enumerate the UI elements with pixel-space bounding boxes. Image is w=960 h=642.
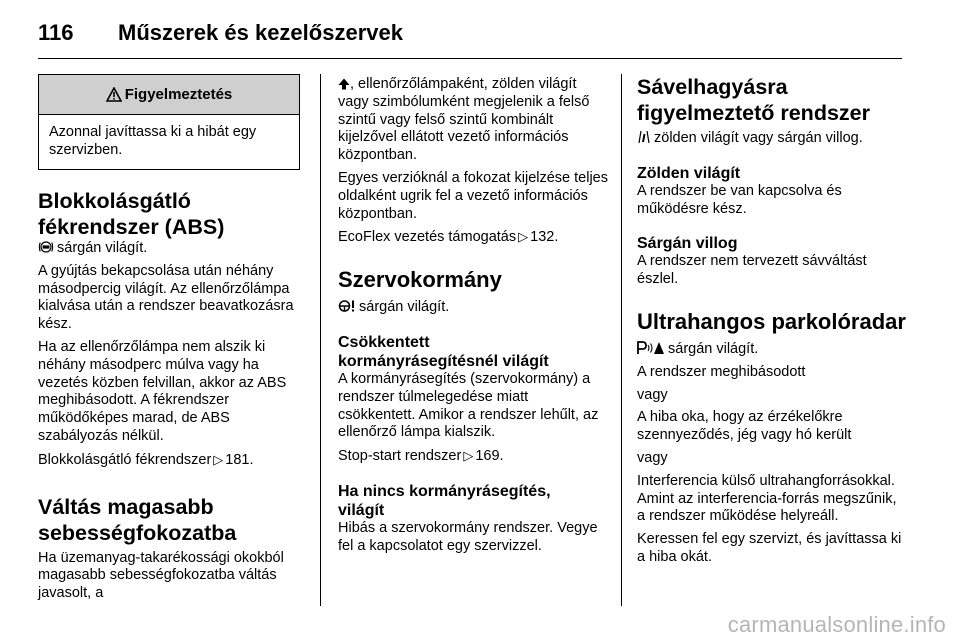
stop-start-reference: Stop-start rendszer ▷ 169. — [338, 448, 504, 465]
green-text: A rendszer be van kapcsolva és működésre kész. — [637, 182, 842, 217]
watermark: carmanualsonline.info — [727, 612, 946, 637]
lane-heading: Sávelhagyásra figyelmeztető rendszer — [637, 75, 870, 125]
column-2 — [338, 76, 608, 561]
parking-sensor-icon — [637, 341, 665, 355]
column-divider-2 — [621, 74, 622, 606]
column-1 — [38, 74, 304, 608]
page-header — [38, 20, 403, 50]
parking-text-3: Interferencia külső ultrahangforrásokkal. Amint az interferencia-forrás megszűnik, a rendszer működése helyreáll. — [637, 472, 897, 525]
steering-lamp-line: sárgán világít. — [338, 299, 608, 317]
abs-paragraph-1: A gyújtás bekapcsolása után néhány másodpercig világít. Az ellenőrzőlámpa kialvása után a rendszer beavatkozásra kész. — [38, 262, 294, 333]
steering-heading: Szervokormány — [338, 267, 502, 293]
upshift-paragraph-3: Egyes verzióknál a fokozat kijelzése teljes oldalként ugrik fel a vezető információs központban. — [338, 169, 608, 222]
abs-paragraph-2: Ha az ellenőrzőlámpa nem alszik ki néhány másodperc múlva vagy ha vezetés közben felvillan, akkor az ABS meghibásodott. A fékrendszer működőképes marad, de ABS szabályozás nélkül. — [38, 338, 287, 444]
parking-text-2: A hiba oka, hogy az érzékelőkre szennyeződés, jég vagy hó került — [637, 409, 852, 444]
upshift-paragraph-2: , ellenőrzőlámpaként, zölden világít vagy szimbólumként megjelenik a felső szintű vagy felső szintű kombinált kijelzővel ellátott vezető információs központban. — [338, 76, 590, 164]
page-number: 116 — [38, 20, 74, 45]
abs-reference: Blokkolásgátló fékrendszer ▷ 181. — [38, 451, 254, 468]
abs-lamp-icon — [38, 240, 54, 254]
warning-text: Azonnal javíttassa ki a hibát egy szervizben. — [49, 124, 257, 158]
no-assist-heading: Ha nincs kormányrásegítés, világít — [338, 482, 551, 519]
abs-heading: Blokkolásgátló fékrendszer (ABS) — [38, 189, 225, 239]
parking-heading: Ultrahangos parkolóradar — [637, 308, 906, 334]
page-ref-icon: ▷ — [213, 451, 224, 467]
lane-departure-icon — [637, 130, 651, 144]
column-3 — [637, 74, 905, 572]
upshift-arrow-icon — [338, 78, 350, 90]
column-divider-1 — [320, 74, 321, 606]
no-assist-text: Hibás a szervokormány rendszer. Vegye fel a kapcsolatot egy szervizzel. — [338, 519, 598, 554]
yellow-text: A rendszer nem tervezett sávváltást észlel. — [637, 253, 867, 288]
page-ref-icon: ▷ — [518, 229, 529, 245]
chapter-title: Műszerek és kezelőszervek — [118, 20, 403, 45]
parking-text-1: A rendszer meghibásodott — [637, 363, 806, 380]
upshift-reference: EcoFlex vezetés támogatás ▷ 132. — [338, 229, 559, 246]
header-rule — [38, 58, 902, 59]
upshift-heading: Váltás magasabb sebességfokozatba — [38, 494, 237, 545]
reduced-assist-heading: Csökkentett kormányrásegítésnél világít — [338, 333, 549, 370]
page-ref-icon: ▷ — [463, 448, 474, 464]
parking-text-4: Keressen fel egy szervizt, és javíttassa ki a hiba okát. — [637, 531, 902, 565]
yellow-heading: Sárgán villog — [637, 235, 738, 253]
warning-header — [39, 75, 299, 115]
parking-lamp-line: sárgán világít. — [637, 341, 905, 359]
warning-triangle-icon — [106, 87, 122, 102]
parking-or-2: vagy — [637, 449, 668, 466]
abs-lamp-line: sárgán világít. — [38, 240, 304, 258]
upshift-paragraph-1: Ha üzemanyag-takarékossági okokból magasabb sebességfokozatba váltás javasolt, a — [38, 549, 284, 602]
reduced-assist-text: A kormányrásegítés (szervokormány) a rendszer túlmelegedése miatt csökkentett. Amikor a rendszer lehűlt, az ellenőrző lámpa kialszik. — [338, 370, 599, 441]
warning-title: Figyelmeztetés — [124, 86, 233, 103]
warning-box — [38, 74, 300, 170]
parking-or-1: vagy — [637, 386, 668, 403]
steering-wheel-warning-icon — [338, 299, 356, 313]
green-heading: Zölden világít — [637, 164, 741, 182]
lane-lamp-line: zölden világít vagy sárgán villog. — [637, 130, 905, 148]
